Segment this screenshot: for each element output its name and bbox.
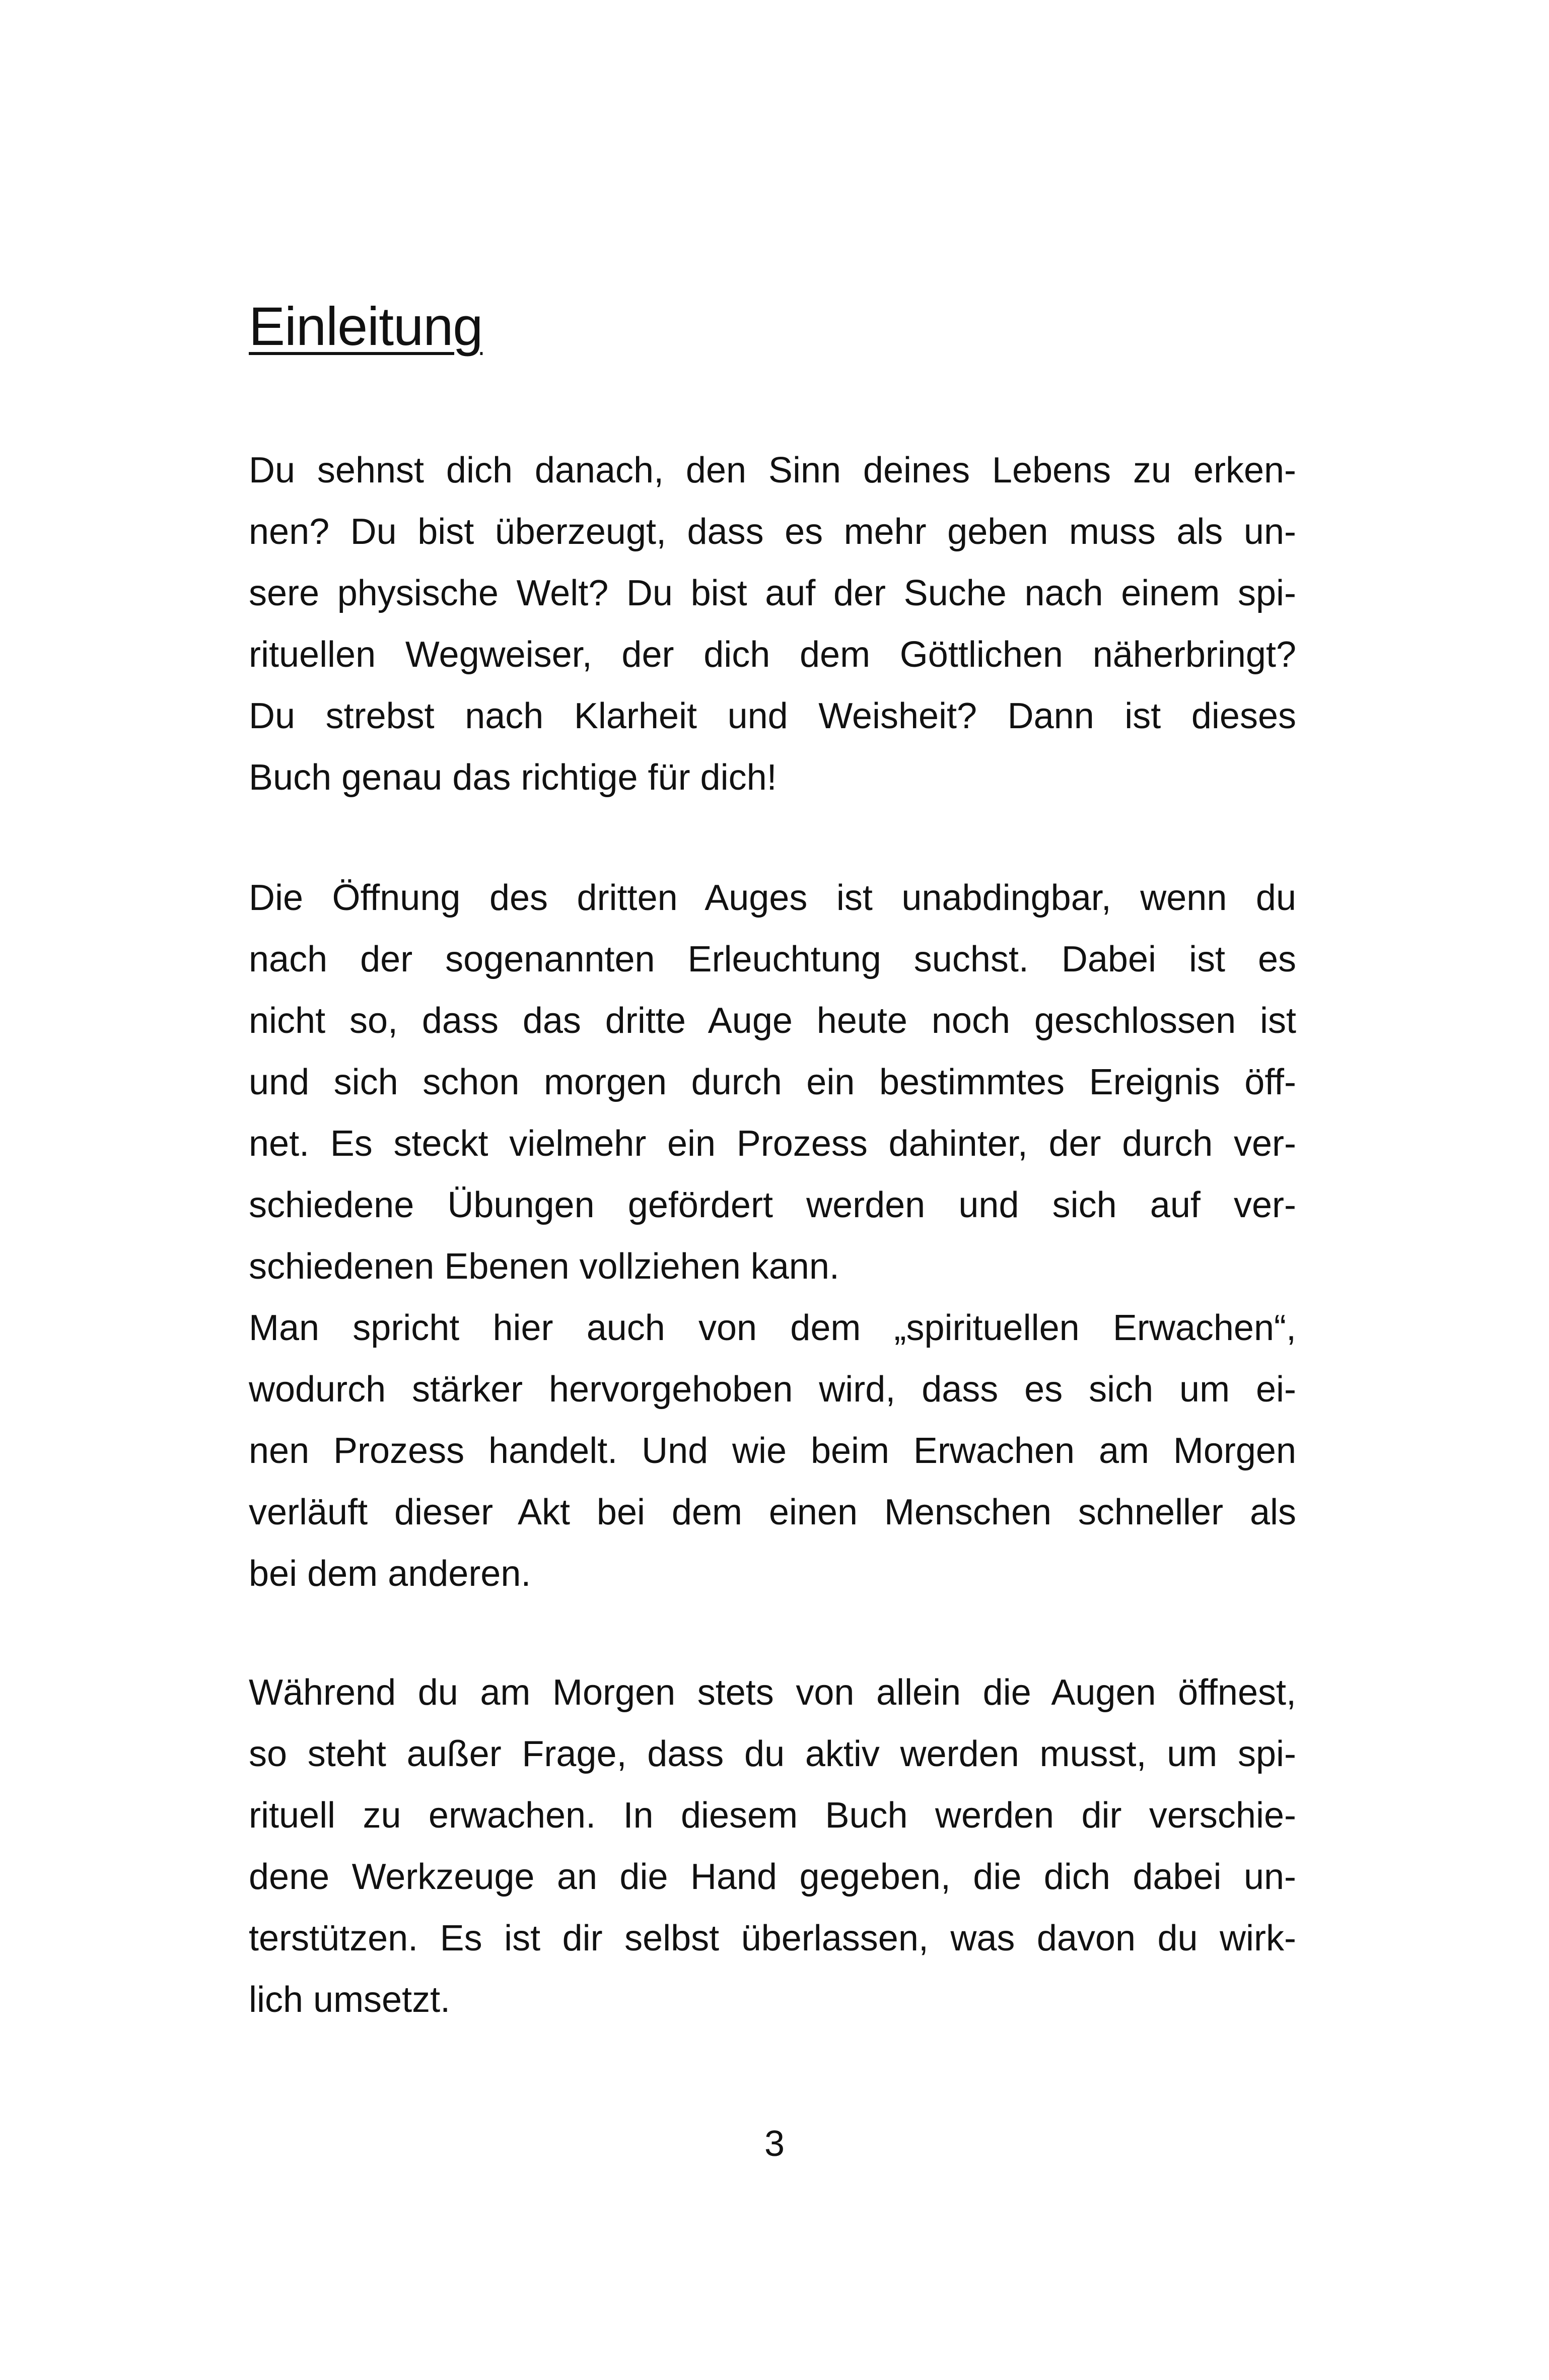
text-line: nicht so, dass das dritte Auge heute noch geschlossen ist xyxy=(249,1001,1296,1041)
text-line: rituell zu erwachen. In diesem Buch werden dir verschie- xyxy=(249,1795,1296,1836)
text-line: Du sehnst dich danach, den Sinn deines Lebens zu erken- xyxy=(249,450,1296,491)
text-line: Man spricht hier auch von dem „spirituellen Erwachen“, xyxy=(249,1308,1296,1348)
text-line: sere physische Welt? Du bist auf der Suche nach einem spi- xyxy=(249,573,1296,613)
text-line: Die Öffnung des dritten Auges ist unabdingbar, wenn du xyxy=(249,878,1296,918)
text-line: rituellen Wegweiser, der dich dem Göttlichen näherbringt? xyxy=(249,635,1296,675)
text-line: nen? Du bist überzeugt, dass es mehr geben muss als un- xyxy=(249,512,1296,552)
text-line: dene Werkzeuge an die Hand gegeben, die dich dabei un- xyxy=(249,1857,1296,1897)
text-line: bei dem anderen. xyxy=(249,1554,531,1594)
page-number: 3 xyxy=(764,2124,785,2164)
text-line: lich umsetzt. xyxy=(249,1980,451,2020)
text-line: Buch genau das richtige für dich! xyxy=(249,757,777,798)
text-line: terstützen. Es ist dir selbst überlassen, was davon du wirk- xyxy=(249,1918,1296,1958)
paragraph-3 xyxy=(249,1662,1296,2031)
paragraph-2 xyxy=(249,867,1296,1604)
text-line: nach der sogenannten Erleuchtung suchst. Dabei ist es xyxy=(249,939,1296,979)
text-line: net. Es steckt vielmehr ein Prozess dahinter, der durch ver- xyxy=(249,1124,1296,1164)
text-line: Du strebst nach Klarheit und Weisheit? Dann ist dieses xyxy=(249,696,1296,736)
text-line: und sich schon morgen durch ein bestimmtes Ereignis öff- xyxy=(249,1062,1296,1102)
text-line: wodurch stärker hervorgehoben wird, dass es sich um ei- xyxy=(249,1369,1296,1410)
text-line: verläuft dieser Akt bei dem einen Menschen schneller als xyxy=(249,1492,1296,1532)
text-line: schiedenen Ebenen vollziehen kann. xyxy=(249,1246,839,1287)
chapter-heading: Einleitung xyxy=(249,296,483,357)
text-line: nen Prozess handelt. Und wie beim Erwachen am Morgen xyxy=(249,1431,1296,1471)
text-line: Während du am Morgen stets von allein die Augen öffnest, xyxy=(249,1672,1296,1713)
text-line: schiedene Übungen gefördert werden und sich auf ver- xyxy=(249,1185,1296,1225)
paragraph-1 xyxy=(249,440,1296,808)
text-line: so steht außer Frage, dass du aktiv werden musst, um spi- xyxy=(249,1734,1296,1774)
